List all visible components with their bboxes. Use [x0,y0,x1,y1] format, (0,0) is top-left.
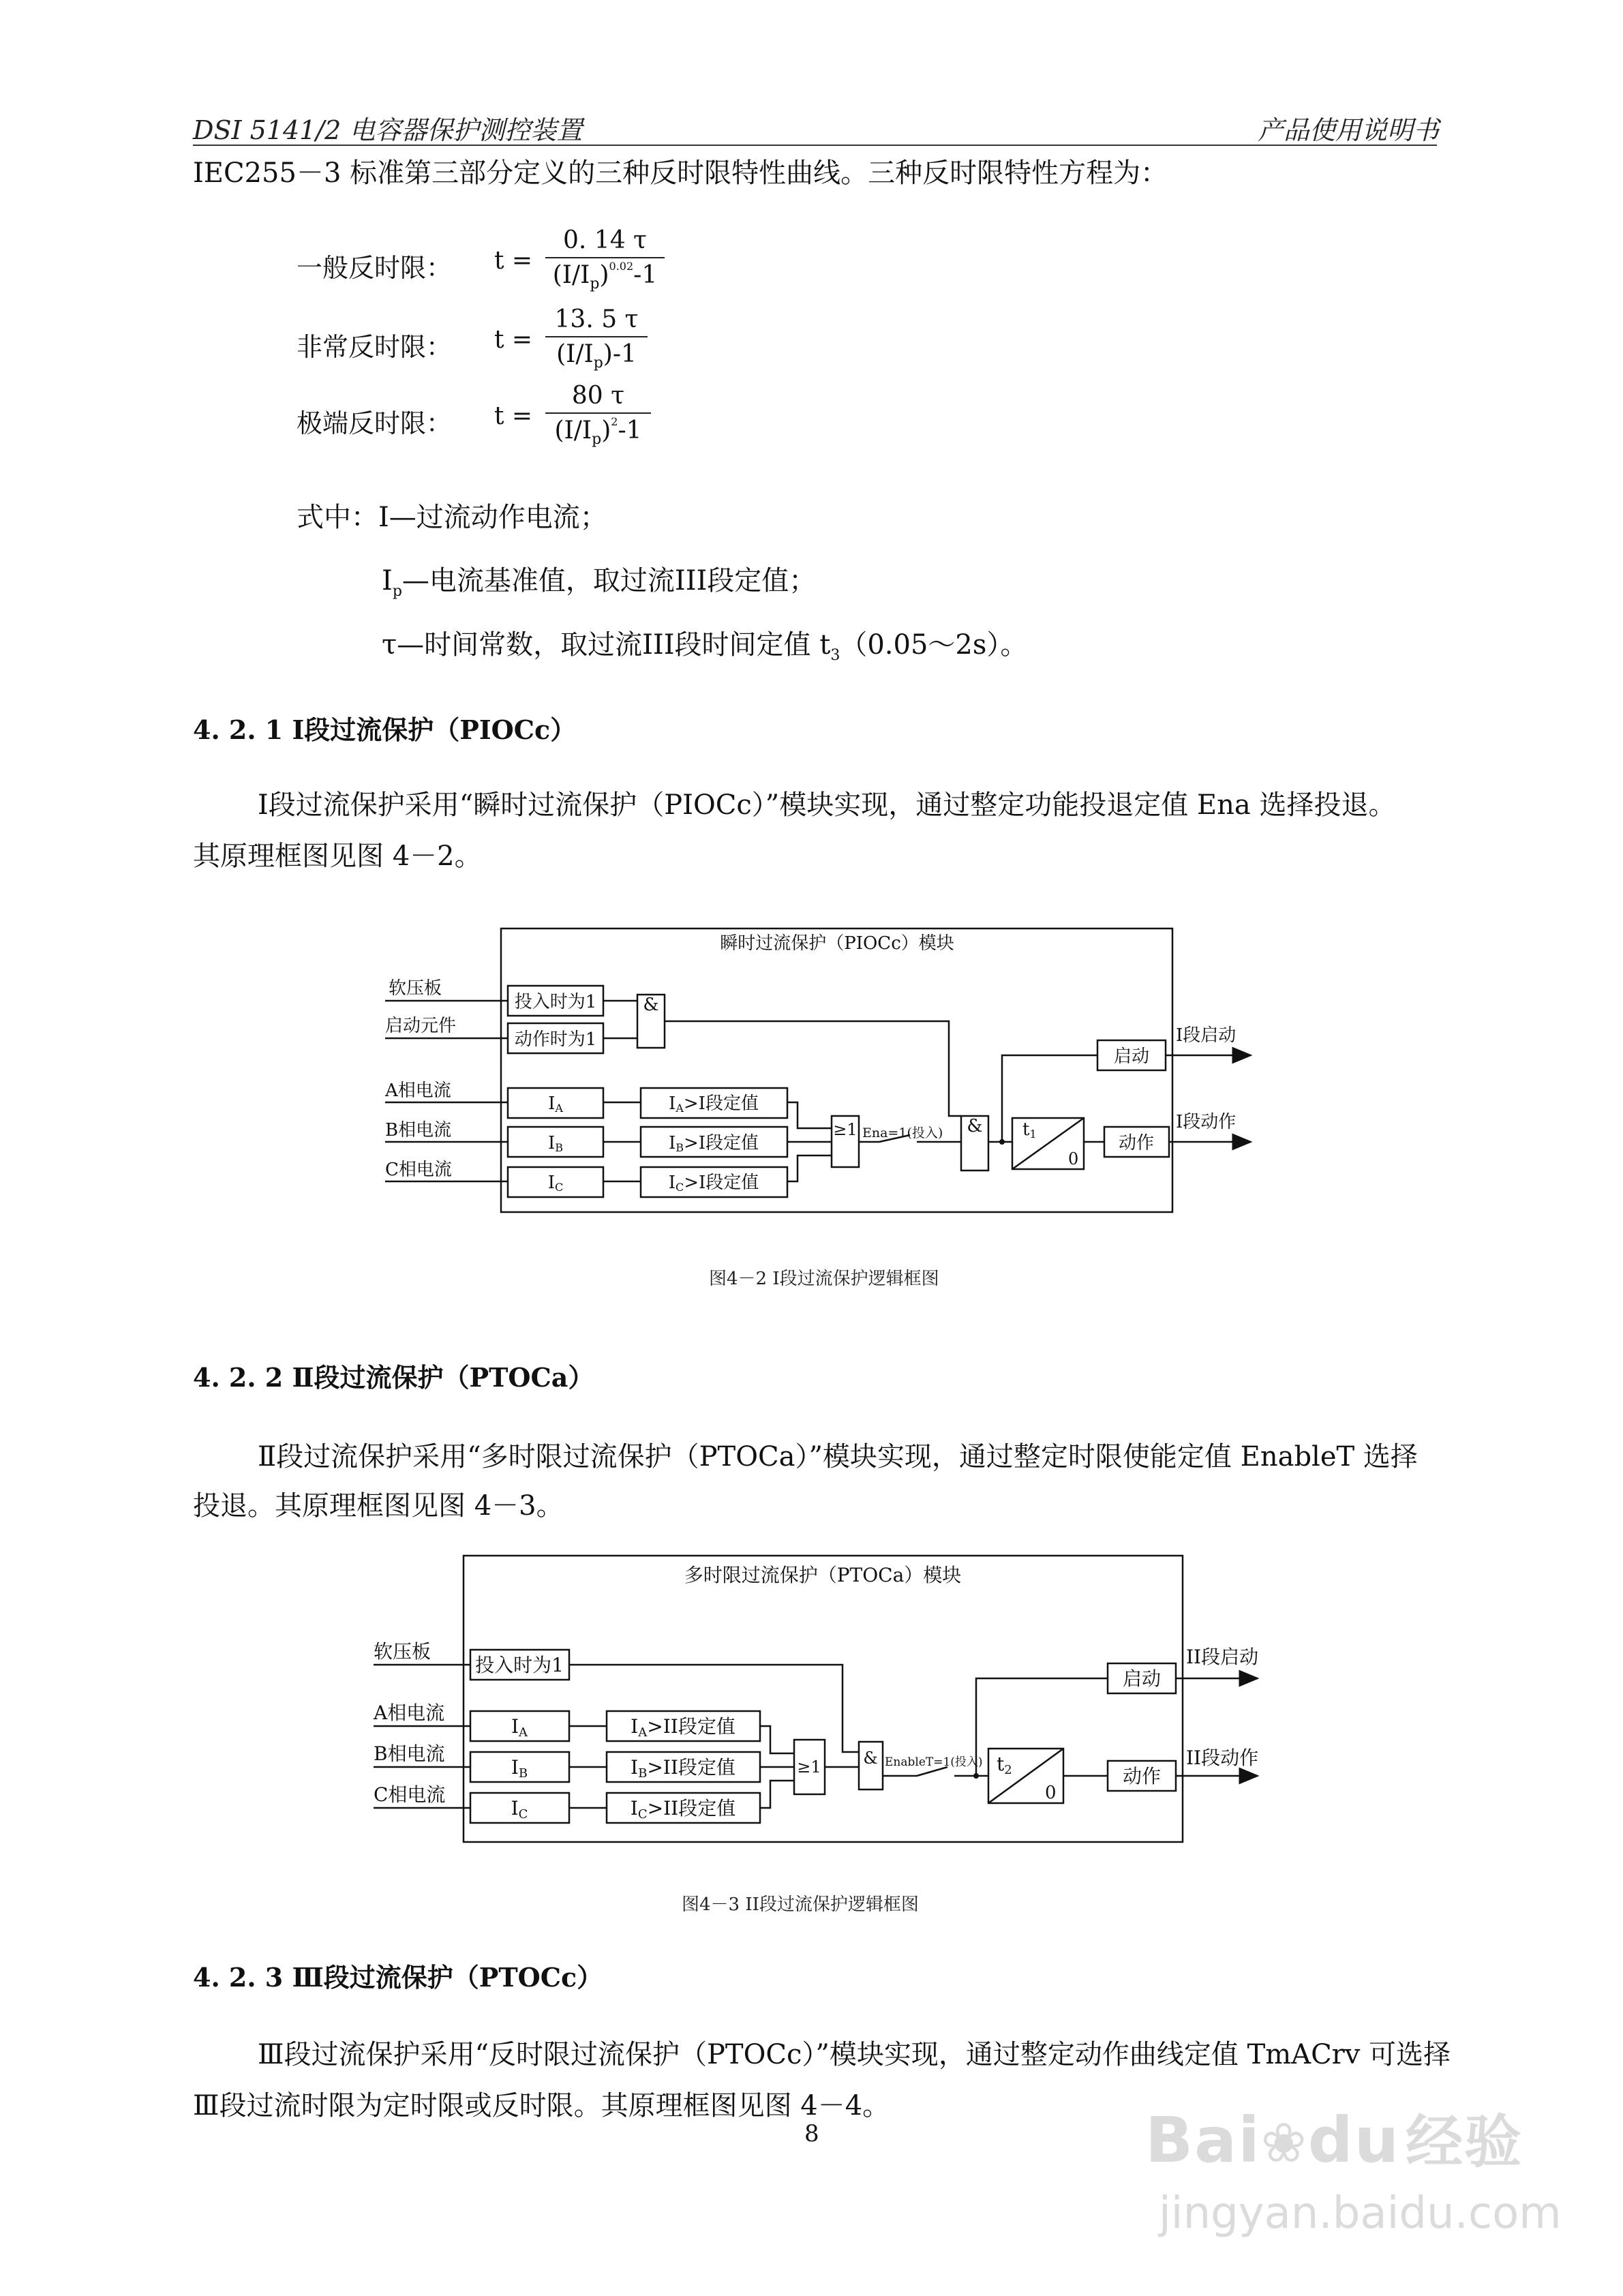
module-title: 瞬时过流保护（PIOCc）模块 [720,933,954,954]
switch-label: Ena=1(投入) [862,1126,943,1141]
section-title-4-2-1: 4. 2. 1 Ⅰ段过流保护（PIOCc） [193,714,577,745]
page-number: 8 [804,2120,819,2147]
header-doc-title: DSI 5141/2 电容器保护测控装置 [193,115,583,145]
and-label: & [643,995,659,1015]
current-label: IA [511,1715,528,1740]
start-label: 启动 [1122,1667,1162,1690]
eq-label-very: 非常反时限： [297,332,453,362]
gate-label: 投入时为1 [514,992,597,1012]
timer-label: t1 [1022,1119,1037,1141]
def-base-current: $I_p—$电流基准值，取过流III段定值； [382,565,817,600]
section-4-2-2-para-line2: 投退。其原理框图见图 4－3。 [193,1490,564,1522]
input-label: A相电流 [385,1081,451,1101]
figure-4-2-logic-diagram [368,913,1254,1295]
numerator: 0. 14 τ [545,226,665,258]
fraction-very-inverse [545,305,648,372]
gate-label: 动作时为1 [514,1029,597,1050]
input-label: 软压板 [389,978,442,999]
or-label: ≥1 [797,1757,821,1777]
fraction-extreme-inverse [545,382,651,448]
current-label: IC [511,1797,528,1822]
watermark-logo [1145,2096,1523,2179]
input-label: 软压板 [374,1640,431,1663]
denominator: $(I/I_p)-1$ [556,340,637,372]
current-label: IB [511,1756,528,1781]
section-4-2-1-para-line2: 其原理框图见图 4－2。 [193,841,482,872]
section-title-4-2-3: 4. 2. 3 Ⅲ段过流保护（PTOCc） [193,1962,603,1993]
denominator: $(I/I_p)^{0.02}-1$ [552,260,658,293]
current-label: IA [548,1093,563,1115]
and-label: & [967,1116,983,1136]
input-label: C相电流 [374,1783,446,1806]
compare-label: IB>I段定值 [668,1133,759,1154]
input-label: C相电流 [385,1160,452,1180]
compare-label: IA>I段定值 [669,1093,759,1115]
section-4-2-3-para-line2: Ⅲ段过流时限为定时限或反时限。其原理框图见图 4－4。 [193,2090,890,2121]
compare-label: IA>II段定值 [631,1715,735,1740]
watermark-product: 经验 [1406,2109,1523,2175]
switch-label: EnableT=1(投入) [885,1755,983,1769]
output-label: II段动作 [1186,1747,1259,1769]
current-label: IB [547,1133,564,1154]
input-label: B相电流 [385,1120,452,1141]
output-label: II段启动 [1186,1646,1259,1668]
current-label: IC [547,1173,564,1194]
input-label: 启动元件 [385,1016,457,1036]
or-label: ≥1 [833,1120,858,1139]
denominator: $(I/I_p)^2-1$ [554,415,642,449]
gate-label: 投入时为1 [475,1654,564,1676]
paw-icon: ❀ [1260,2111,1308,2175]
compare-label: IC>I段定值 [668,1173,759,1194]
header-manual-name: 产品使用说明书 [1257,115,1439,145]
watermark-url: jingyan.baidu.com [1159,2188,1562,2239]
eq-lhs-extreme: t = [494,402,533,430]
input-label: B相电流 [374,1742,445,1765]
compare-label: IB>II段定值 [631,1756,735,1781]
eq-lhs-normal: t = [494,247,533,275]
watermark-brand: Bai [1145,2104,1261,2177]
start-label: 启动 [1113,1046,1150,1067]
module-frame [464,1556,1183,1842]
output-label: I段启动 [1176,1025,1237,1046]
section-title-4-2-2: 4. 2. 2 Ⅱ段过流保护（PTOCa） [193,1362,594,1393]
watermark-du: du [1307,2104,1401,2177]
and-label: & [863,1749,878,1768]
section-4-2-1-para-line1: Ⅰ段过流保护采用“瞬时过流保护（PIOCc）”模块实现，通过整定功能投退定值 Ena 选择投退。 [258,789,1396,821]
numerator: 80 τ [545,382,651,414]
timer-zero: 0 [1045,1783,1057,1803]
eq-lhs-very: t = [494,326,533,354]
section-4-2-2-para-line1: Ⅱ段过流保护采用“多时限过流保护（PTOCa）”模块实现，通过整定时限使能定值 EnableT 选择 [258,1441,1418,1472]
figure-4-3-caption: 图4－3 II段过流保护逻辑框图 [682,1894,919,1915]
fraction-normal-inverse [545,226,665,292]
output-label: I段动作 [1176,1112,1237,1132]
compare-label: IC>II段定值 [630,1797,736,1822]
figure-4-3-logic-diagram [368,1541,1268,1895]
numerator: 13. 5 τ [545,305,648,337]
input-label: A相电流 [374,1702,445,1724]
section-4-2-3-para-line1: Ⅲ段过流保护采用“反时限过流保护（PTOCc）”模块实现，通过整定动作曲线定值 TmACrv 可选择 [258,2039,1451,2070]
eq-label-normal: 一般反时限： [297,253,453,283]
action-label: 动作 [1118,1133,1155,1153]
header-rule [193,145,1437,146]
figure-4-2-caption: 图4－2 I段过流保护逻辑框图 [709,1269,939,1289]
timer-label: t2 [997,1753,1012,1777]
timer-zero: 0 [1068,1149,1079,1168]
intro-line: IEC255－3 标准第三部分定义的三种反时限特性曲线。三种反时限特性方程为： [193,157,1168,189]
module-title: 多时限过流保护（PTOCa）模块 [684,1564,962,1586]
eq-label-extreme: 极端反时限： [297,408,453,438]
def-current: 式中：I—过流动作电流； [297,502,607,533]
def-time-constant: τ—时间常数，取过流III段时间定值 $t_3(0.05\sim 2s)$。 [382,629,1028,664]
action-label: 动作 [1122,1765,1162,1787]
